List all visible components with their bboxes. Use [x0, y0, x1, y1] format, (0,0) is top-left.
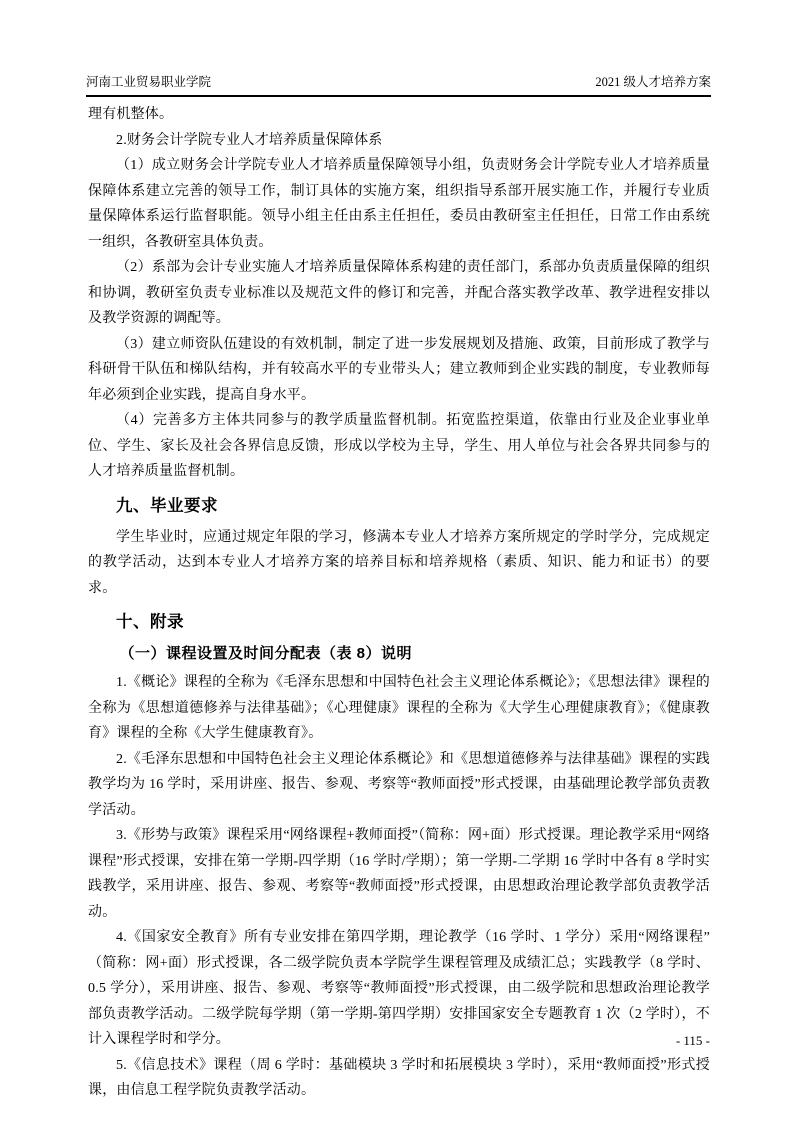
- paragraph-graduation-requirements: 学生毕业时，应通过规定年限的学习，修满本专业人才培养方案所规定的学时学分，完成规定的教学活动，达到本专业人才培养方案的培养目标和培养规格（素质、知识、能力和证书）的要求。: [88, 529, 710, 596]
- page-number: - 115 -: [675, 1033, 710, 1048]
- paragraph-note-5: 5.《信息技术》课程（周 6 学时：基础模块 3 学时和拓展模块 3 学时），采用“教师面授”形式授课，由信息工程学院负责教学活动。: [88, 1057, 710, 1098]
- paragraph-item-4: （4）完善多方主体共同参与的教学质量监督机制。拓宽监控渠道，依靠由行业及企业事业单位、学生、家长及社会各界信息反馈，形成以学校为主导，学生、用人单位与社会各界共同参与的人才培养质量监督机制。: [88, 413, 710, 479]
- paragraph-note-1: 1.《概论》课程的全称为《毛泽东思想和中国特色社会主义理论体系概论》；《思想法律》课程的全称为《思想道德修养与法律基础》；《心理健康》课程的全称为《大学生心理健康教育》；《健康教育》课程的全称《大学生健康教育》。: [88, 675, 710, 741]
- document-body: [88, 102, 710, 1104]
- paragraph-note-3: 3.《形势与政策》课程采用“网络课程+教师面授”（简称：网+面）形式授课。理论教学采用“网络课程”形式授课，安排在第一学期-四学期（16 学时/学期）；第一学期-二学期 16 学时中各有 8 学时实践教学，采用讲座、报告、参观、考察等“教师面授”形式授课，由思想政治理论教学部负责教学活动。: [88, 828, 710, 920]
- paragraph-note-2: 2.《毛泽东思想和中国特色社会主义理论体系概论》和《思想道德修养与法律基础》课程的实践教学均为 16 学时，采用讲座、报告、参观、考察等“教师面授”形式授课，由基础理论教学部负责教学活动。: [88, 751, 710, 818]
- paragraph-continuation: 理有机整体。: [88, 107, 174, 122]
- paragraph-item-2: （2）系部为会计专业实施人才培养质量保障体系构建的责任部门，系部办负责质量保障的组织和协调，教研室负责专业标准以及规范文件的修订和完善，并配合落实教学改革、教学进程安排以及教学资源的调配等。: [88, 260, 710, 326]
- paragraph-note-4: 4.《国家安全教育》所有专业安排在第四学期，理论教学（16 学时、1 学分）采用“网络课程”（简称：网+面）形式授课，各二级学院负责本学院学生课程管理及成绩汇总；实践教学（8 学时、0.5 学分），采用讲座、报告、参观、考察等“教师面授”形式授课，由二级学院和思想政治理论教学部负责教学活动。二级学院每学期（第一学期-第四学期）安排国家安全专题教育 1 次（2 学时），不计入课程学时和学分。: [88, 930, 710, 1047]
- paragraph-item-1: （1）成立财务会计学院专业人才培养质量保障领导小组，负责财务会计学院专业人才培养质量保障体系建立完善的领导工作，制订具体的实施方案，组织指导系部开展实施工作，并履行专业质量保障体系运行监督职能。领导小组主任由系主任担任，委员由教研室主任担任，日常工作由系统一组织，各教研室具体负责。: [88, 158, 710, 250]
- header-school-name: 河南工业贸易职业学院: [86, 75, 212, 89]
- header-plan-label: 2021 级人才培养方案: [595, 75, 711, 89]
- page-footer: [676, 1032, 710, 1050]
- heading-course-schedule-notes: （一）课程设置及时间分配表（表 8）说明: [119, 645, 413, 662]
- heading-appendix: 十、附录: [116, 613, 185, 631]
- page-header: [86, 74, 711, 97]
- heading-graduation-requirements: 九、毕业要求: [116, 496, 219, 515]
- paragraph-item-3: （3）建立师资队伍建设的有效机制，制定了进一步发展规划及措施、政策，目前形成了教学与科研骨干队伍和梯队结构，并有较高水平的专业带头人；建立教师到企业实践的制度，专业教师每年必须到企业实践，提高自身水平。: [88, 336, 710, 403]
- paragraph-quality-system-title: 2.财务会计学院专业人才培养质量保障体系: [116, 132, 383, 148]
